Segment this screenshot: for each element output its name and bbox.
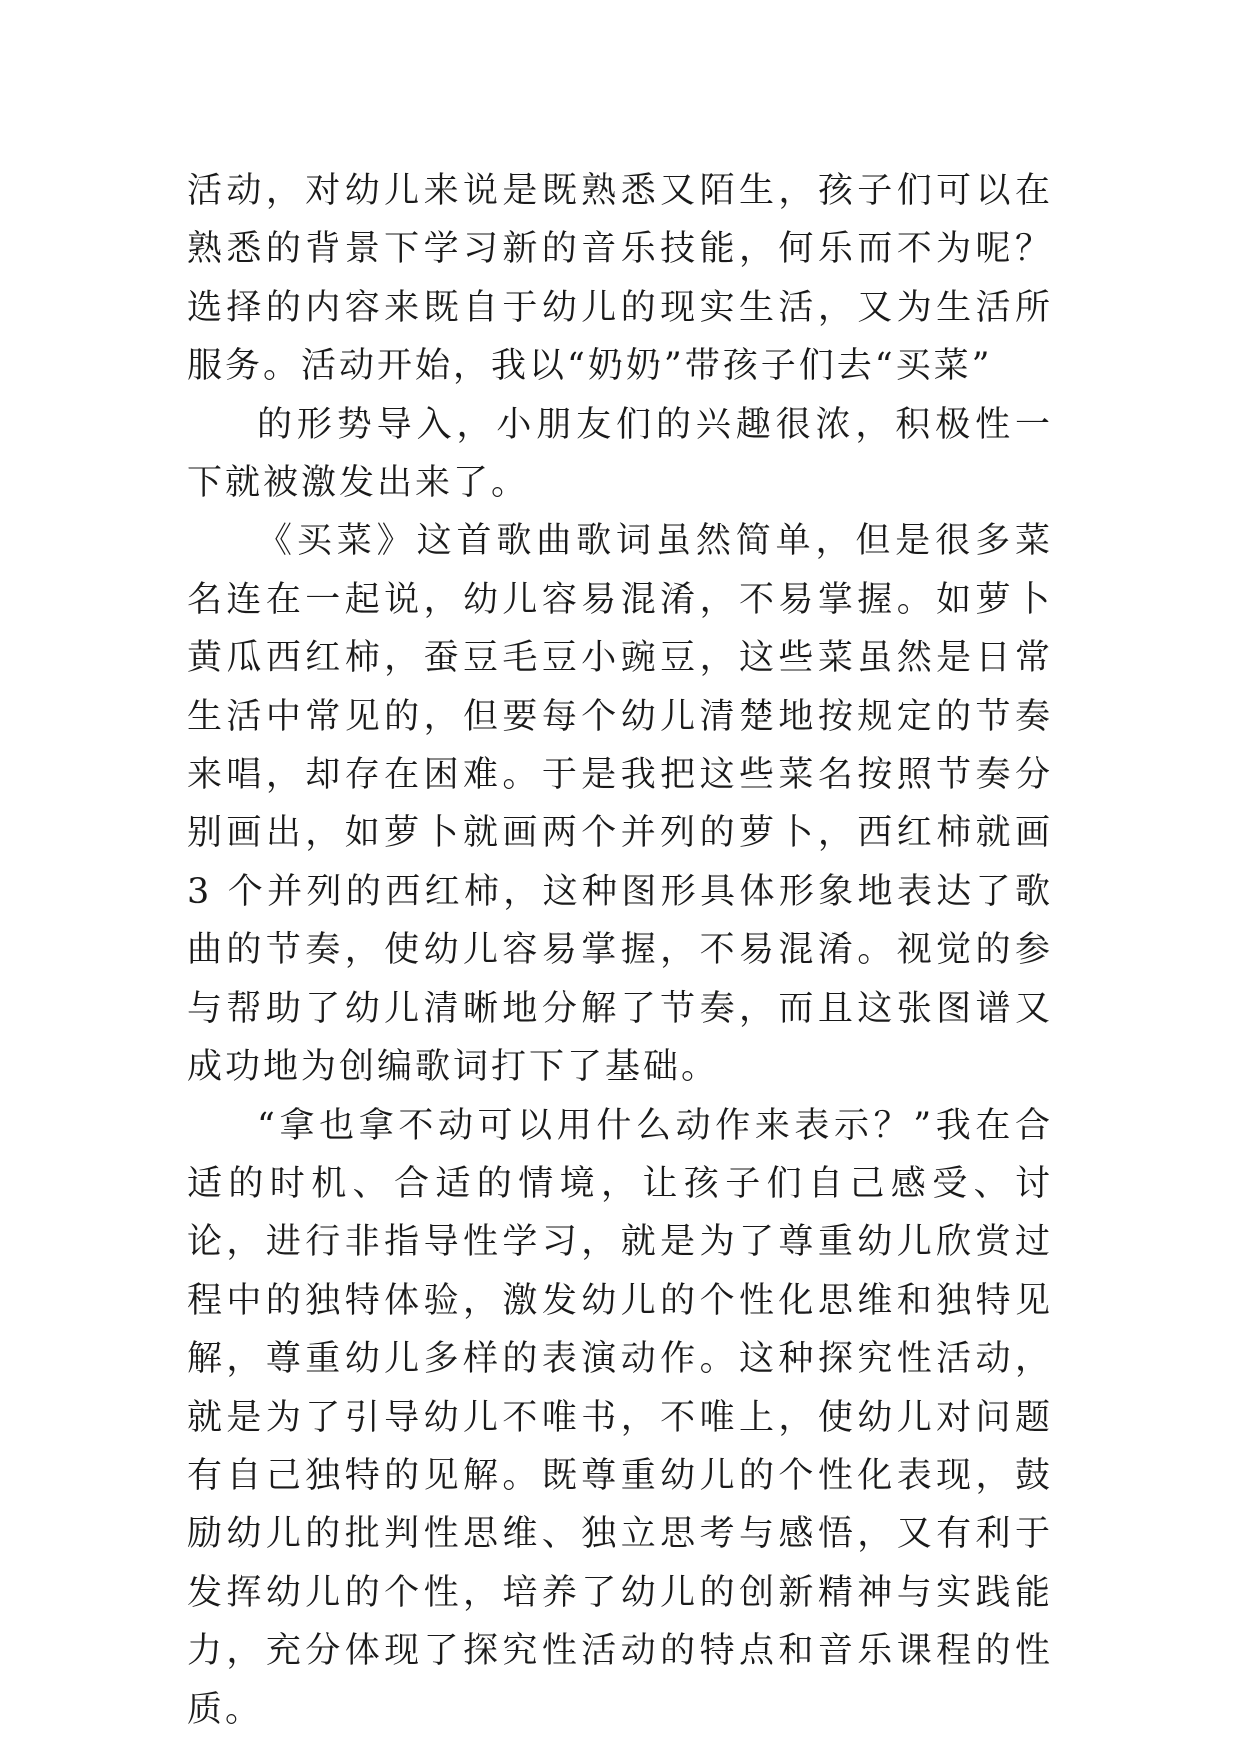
document-body	[187, 162, 1053, 1739]
paragraph: 《买菜》这首歌曲歌词虽然简单，但是很多菜名连在一起说，幼儿容易混淆，不易掌握。如萝卜黄瓜西红柿，蚕豆毛豆小豌豆，这些菜虽然是日常生活中常见的，但要每个幼儿清楚地按规定的节奏来唱，却存在困难。于是我把这些菜名按照节奏分别画出，如萝卜就画两个并列的萝卜，西红柿就画 3 个并列的西红柿，这种图形具体形象地表达了歌曲的节奏，使幼儿容易掌握，不易混淆。视觉的参与帮助了幼儿清晰地分解了节奏，而且这张图谱又成功地为创编歌词打下了基础。	[187, 521, 1053, 1088]
paragraph-continued: 活动，对幼儿来说是既熟悉又陌生，孩子们可以在熟悉的背景下学习新的音乐技能，何乐而不为呢？选择的内容来既自于幼儿的现实生活，又为生活所服务。活动开始，我以“奶奶”带孩子们去“买菜”	[187, 171, 1053, 387]
paragraph: “拿也拿不动可以用什么动作来表示？”我在合适的时机、合适的情境，让孩子们自己感受、讨论，进行非指导性学习，就是为了尊重幼儿欣赏过程中的独特体验，激发幼儿的个性化思维和独特见解，尊重幼儿多样的表演动作。这种探究性活动，就是为了引导幼儿不唯书，不唯上，使幼儿对问题有自己独特的见解。既尊重幼儿的个性化表现，鼓励幼儿的批判性思维、独立思考与感悟，又有利于发挥幼儿的个性，培养了幼儿的创新精神与实践能力，充分体现了探究性活动的特点和音乐课程的性质。	[187, 1105, 1053, 1730]
paragraph: 的形势导入，小朋友们的兴趣很浓，积极性一下就被激发出来了。	[187, 404, 1053, 504]
